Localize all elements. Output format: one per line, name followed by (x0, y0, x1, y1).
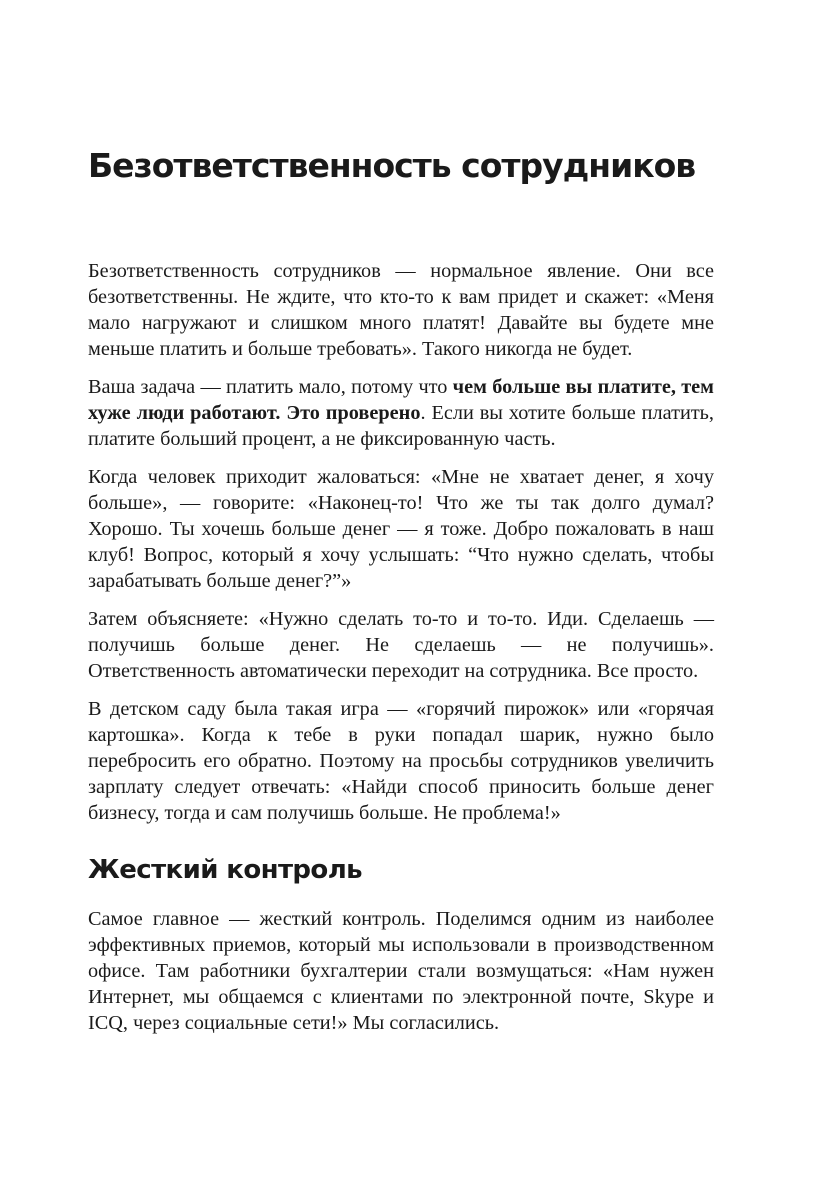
paragraph-5: В детском саду была такая игра — «горячий пирожок» или «горячая картошка». Когда к тебе в руки попадал шарик, нужно было перебросить его обратно. Поэтому на просьбы сотрудников увеличить зарплату следует отвечать: «Найди способ приносить больше денег бизнесу, тогда и сам получишь больше. Не проблема!» (88, 698, 714, 824)
section-heading: Безответственность сотрудников (88, 146, 696, 185)
subsection-heading: Жесткий контроль (88, 855, 362, 885)
paragraph-1: Безответственность сотрудников — нормальное явление. Они все безответственны. Не ждите, что кто-то к вам придет и скажет: «Меня мало нагружают и слишком много платят! Давайте вы будете мне меньше платить и больше требовать». Такого никогда не будет. (88, 260, 714, 360)
paragraph-2-end: . Если вы хотите больше платить, платите больший процент, а не фиксированную часть. (88, 402, 715, 450)
paragraph-2-start: Ваша задача — платить мало, потому что (88, 376, 453, 398)
paragraph-4: Затем объясняете: «Нужно сделать то-то и то-то. Иди. Сделаешь — получишь больше денег. Не сделаешь — не получишь». Ответственность автоматически переходит на сотрудника. Все просто. (88, 608, 714, 682)
paragraph-2 (88, 374, 714, 452)
paragraph-6: Самое главное — жесткий контроль. Поделимся одним из наиболее эффективных приемов, который мы использовали в производственном офисе. Там работники бухгалтерии стали возмущаться: «Нам нужен Интернет, мы общаемся с клиентами по электронной почте, Skype и ICQ, через социальные сети!» Мы согласились. (88, 908, 714, 1034)
paragraph-3: Когда человек приходит жаловаться: «Мне не хватает денег, я хочу больше», — говорите: «Наконец-то! Что же ты так долго думал? Хорошо. Ты хочешь больше денег — я тоже. Добро пожаловать в наш клуб! Вопрос, который я хочу услышать: “Что нужно сделать, чтобы зарабатывать больше денег?”» (88, 466, 714, 592)
page-content (88, 140, 714, 1048)
paragraph-2-emphasis: чем больше вы платите, тем хуже люди работают. Это проверено (88, 376, 714, 424)
